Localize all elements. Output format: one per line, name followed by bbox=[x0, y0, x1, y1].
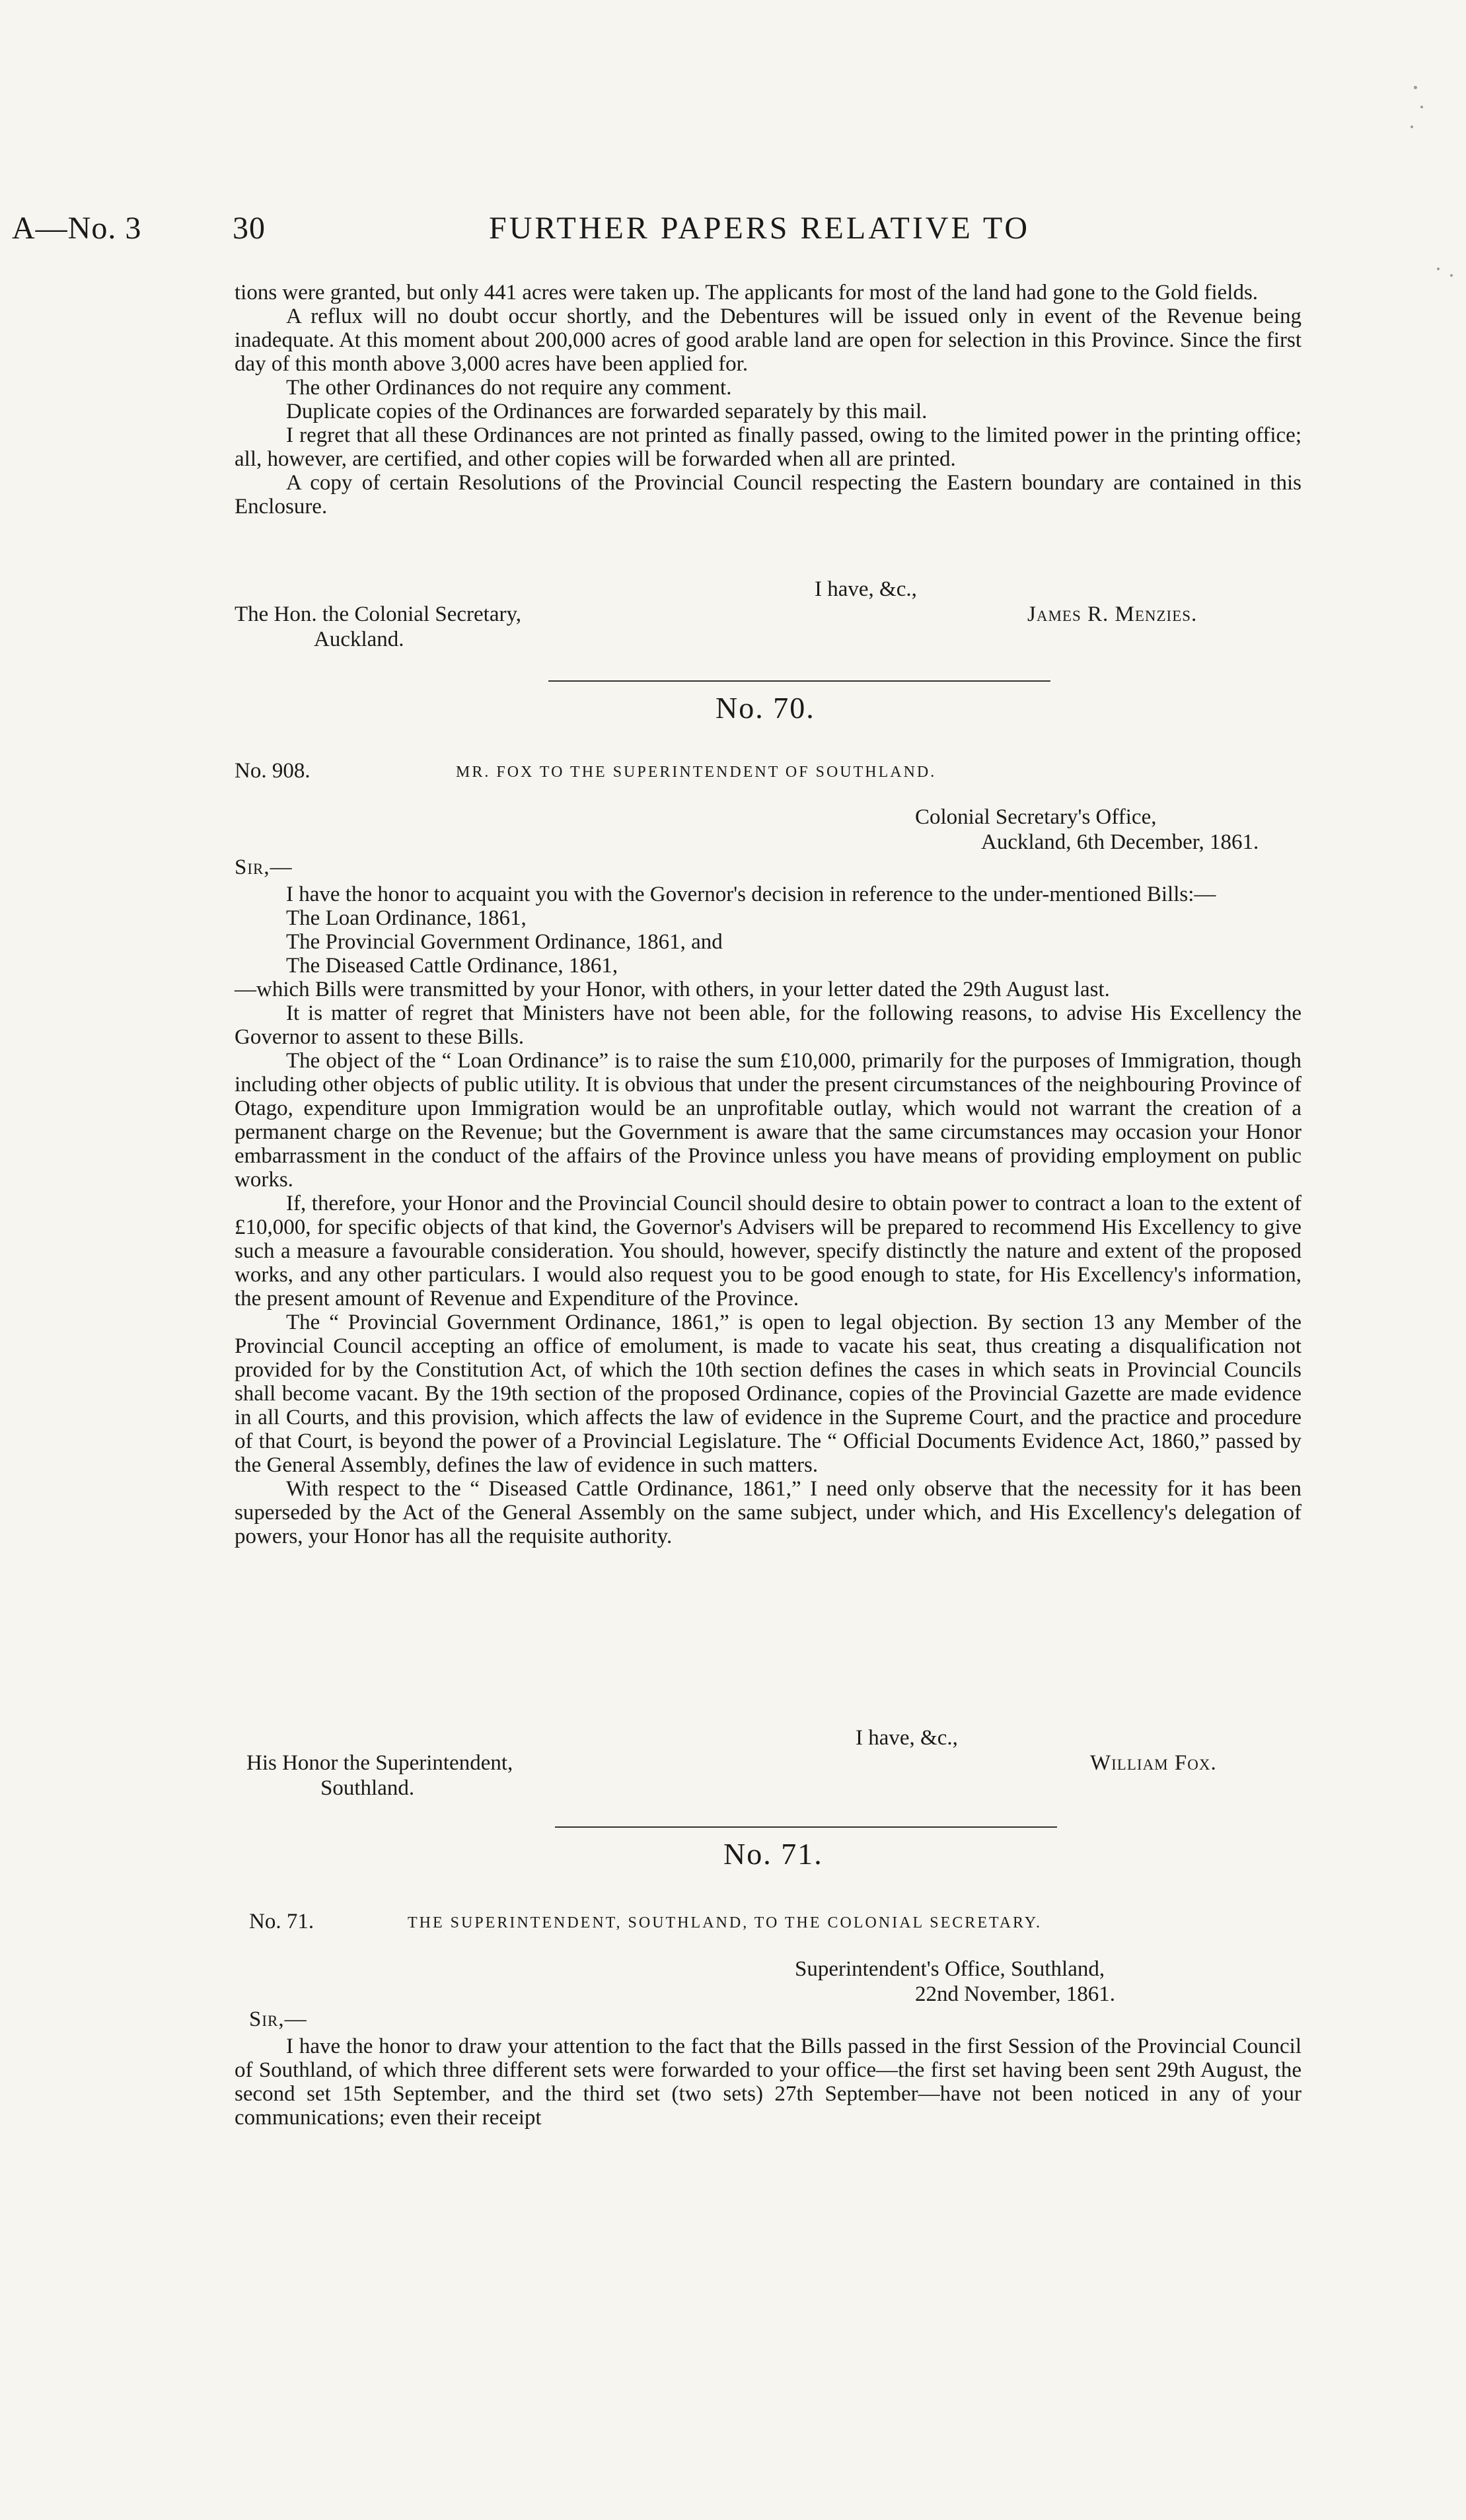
salutation: Sir,— bbox=[235, 855, 293, 879]
paragraph: The other Ordinances do not require any comment. bbox=[286, 376, 732, 400]
page-number: 30 bbox=[233, 211, 266, 246]
addressee: His Honor the Superintendent, bbox=[246, 1751, 513, 1775]
margin-speck bbox=[1411, 126, 1413, 128]
section-divider bbox=[555, 1826, 1057, 1828]
doc70-origin bbox=[235, 805, 1301, 880]
margin-speck bbox=[1450, 274, 1453, 277]
previous-letter-body bbox=[235, 281, 1301, 519]
signature: James R. Menzies. bbox=[1027, 602, 1198, 626]
paragraph: The object of the “ Loan Ordinance” is to raise the sum £10,000, primarily for the purposes of Immigration, though including other objects of public utility. It is obvious that under the present circumstances of the neighbouring Province of Otago, expenditure upon Immigration would be an unprofitable outlay, which would not warrant the creation of a permanent charge on the Revenue; but the Government is aware that the same circumstances may occasion your Honor embarrassment in the conduct of the affairs of the Province unless you have means of providing employment on public works. bbox=[235, 1049, 1301, 1192]
document-number: No. 70. bbox=[715, 691, 815, 725]
paragraph: —which Bills were transmitted by your Honor, with others, in your letter dated the 29th August last. bbox=[235, 978, 1110, 1001]
salutation: Sir,— bbox=[249, 2007, 307, 2031]
origin-date: 22nd November, 1861. bbox=[915, 1982, 1115, 2006]
addressee-place: Southland. bbox=[320, 1776, 415, 1800]
margin-speck bbox=[1420, 106, 1423, 108]
doc71-caption-row bbox=[235, 1909, 1301, 1934]
addressee: The Hon. the Colonial Secretary, bbox=[235, 602, 522, 626]
doc71-origin bbox=[235, 1957, 1301, 2032]
running-title: FURTHER PAPERS RELATIVE TO bbox=[489, 211, 1031, 246]
closing: I have, &c., bbox=[815, 577, 917, 601]
origin-office: Superintendent's Office, Southland, bbox=[795, 1957, 1105, 1981]
paragraph: tions were granted, but only 441 acres were taken up. The applicants for most of the land had gone to the Gold fields. bbox=[235, 281, 1259, 305]
paragraph: With respect to the “ Diseased Cattle Ordinance, 1861,” I need only observe that the necessity for it has been superseded by the Act of the General Assembly on the same subject, under which, and His Excellency's delegation of powers, your Honor has all the requisite authority. bbox=[235, 1477, 1301, 1548]
paragraph: I have the honor to acquaint you with the Governor's decision in reference to the under-mentioned Bills:— bbox=[286, 882, 1216, 906]
closing: I have, &c., bbox=[856, 1726, 958, 1750]
bill-item: The Provincial Government Ordinance, 1861, and bbox=[286, 930, 723, 954]
letter-caption: MR. FOX TO THE SUPERINTENDENT OF SOUTHLAND. bbox=[456, 764, 937, 781]
paragraph: I regret that all these Ordinances are not printed as finally passed, owing to the limited power in the printing office; all, however, are certified, and other copies will be forwarded when all are printed. bbox=[235, 423, 1301, 471]
origin-date: Auckland, 6th December, 1861. bbox=[981, 830, 1259, 854]
section-divider bbox=[548, 680, 1050, 682]
letter-reference: No. 71. bbox=[249, 1910, 314, 1933]
bill-item: The Loan Ordinance, 1861, bbox=[286, 906, 527, 930]
origin-office: Colonial Secretary's Office, bbox=[915, 805, 1157, 829]
margin-speck bbox=[1437, 268, 1440, 270]
paragraph: The “ Provincial Government Ordinance, 1861,” is open to legal objection. By section 13 any Member of the Provincial Council accepting an office of emolument, is made to vacate his seat, thus creating a disqualification not provided for by the Constitution Act, of which the 10th section defines the cases in which seats in Provincial Councils shall become vacant. By the 19th section of the proposed Ordinance, copies of the Provincial Gazette are made evidence in all Courts, and this provision, which affects the law of evidence in the Supreme Court, and the practice and procedure of that Court, is beyond the power of a Provincial Legislature. The “ Official Documents Evidence Act, 1860,” passed by the General Assembly, defines the law of evidence in such matters. bbox=[235, 1311, 1301, 1477]
paragraph: It is matter of regret that Ministers have not been able, for the following reasons, to advise His Excellency the Governor to assent to these Bills. bbox=[235, 1001, 1301, 1049]
doc70-caption-row bbox=[235, 758, 1301, 783]
paragraph: A reflux will no doubt occur shortly, and the Debentures will be issued only in event of the Revenue being inadequate. At this moment about 200,000 acres of good arable land are open for selection in this Province. Since the first day of this month above 3,000 acres have been applied for. bbox=[235, 305, 1301, 376]
doc70-body bbox=[235, 882, 1301, 1548]
bill-item: The Diseased Cattle Ordinance, 1861, bbox=[286, 954, 618, 978]
margin-speck bbox=[1414, 86, 1417, 89]
signature: William Fox. bbox=[1090, 1751, 1217, 1775]
addressee-place: Auckland. bbox=[314, 628, 404, 651]
letter-caption: THE SUPERINTENDENT, SOUTHLAND, TO THE COLONIAL SECRETARY. bbox=[408, 1914, 1042, 1931]
paragraph: I have the honor to draw your attention to the fact that the Bills passed in the first Session of the Provincial Council of Southland, of which three different sets were forwarded to your office—the first set having been sent 29th August, the second set 15th September, and the third set (two sets) 27th September—have not been noticed in any of your communications; even their receipt bbox=[235, 2034, 1301, 2130]
letter-reference: No. 908. bbox=[235, 759, 311, 783]
doc71-body bbox=[235, 2034, 1301, 2130]
section-reference: A—No. 3 bbox=[12, 211, 142, 246]
previous-letter-closing bbox=[235, 577, 1301, 652]
paragraph: Duplicate copies of the Ordinances are forwarded separately by this mail. bbox=[286, 400, 928, 423]
document-number: No. 71. bbox=[723, 1837, 823, 1871]
doc70-closing bbox=[235, 1725, 1301, 1801]
paragraph: If, therefore, your Honor and the Provincial Council should desire to obtain power to contract a loan to the extent of £10,000, for specific objects of that kind, the Governor's Advisers will be prepared to recommend His Excellency to give such a measure a favourable consideration. You should, however, specify distinctly the nature and extent of the proposed works, and any other particulars. I would also request you to be good enough to state, for His Excellency's information, the present amount of Revenue and Expenditure of the Province. bbox=[235, 1192, 1301, 1311]
paragraph: A copy of certain Resolutions of the Provincial Council respecting the Eastern boundary are contained in this Enclosure. bbox=[235, 471, 1301, 519]
